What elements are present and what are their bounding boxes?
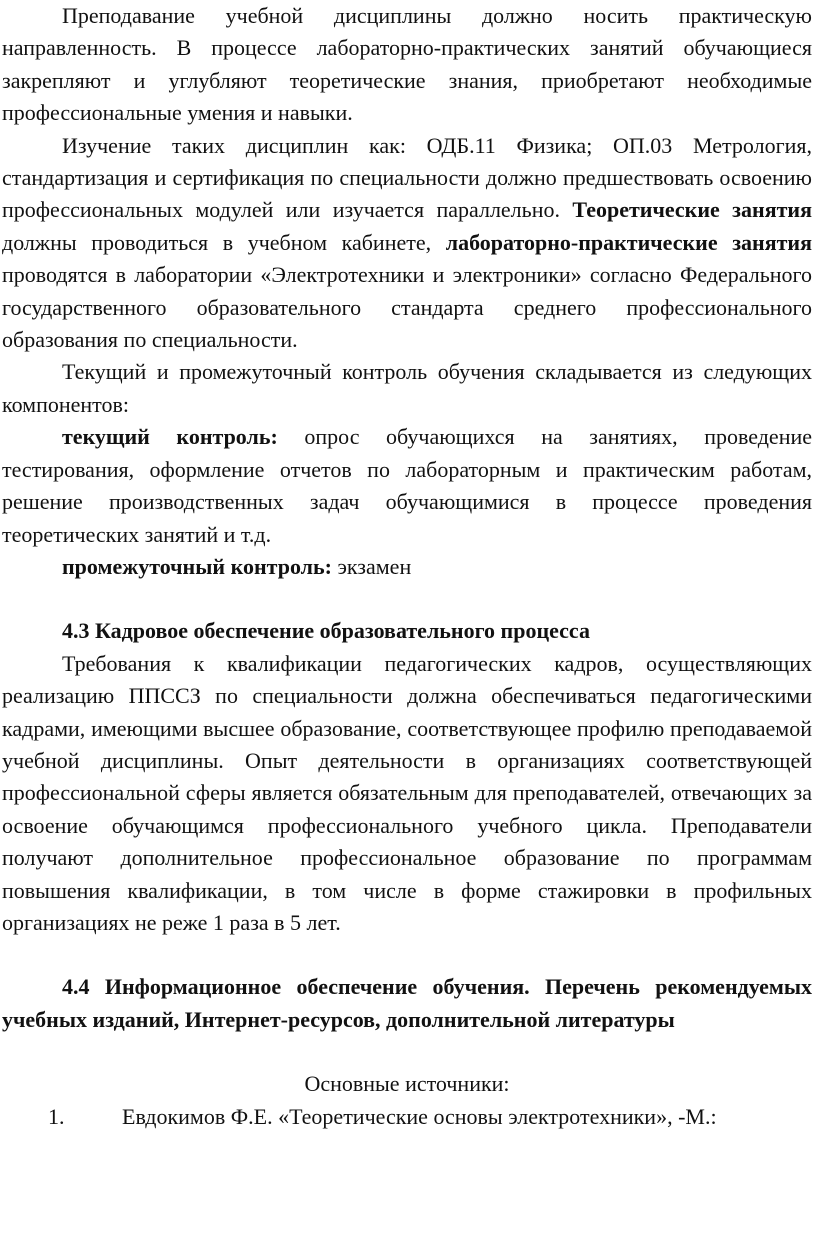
paragraph-staffing: Требования к квалификации педагогических кадров, осуществляющих реализацию ППССЗ по специальности должна обеспечиваться педагогическими кадрами, имеющими высшее образование, соответствующее профилю преподаваемой учебной дисциплины. Опыт деятельности в организациях соответствующей профессиональной сферы является обязательным для преподавателей, отвечающих за освоение обучающимся профессионального учебного цикла. Преподаватели получают дополнительное профессиональное образование по программам повышения квалификации, в том числе в форме стажировки в профильных организациях не реже 1 раза в 5 лет.: [2, 650, 812, 935]
bold-term-intermediate-control: промежуточный контроль:: [62, 553, 332, 579]
paragraph-text: Изучение таких дисциплин как: ОДБ.11 Физика; ОП.03 Метрология, стандартизация и сертификация по специальности должно предшествовать освоению профессиональных модулей или изучается параллельно.: [2, 132, 812, 223]
section-heading-4-3: 4.3 Кадровое обеспечение образовательного процесса: [62, 618, 590, 644]
bold-term-lab-classes: лабораторно-практические занятия: [445, 229, 813, 255]
spacer: [2, 939, 812, 971]
paragraph-text: должны проводиться в учебном кабинете,: [2, 229, 446, 255]
list-item-number: 1.: [48, 1103, 65, 1129]
paragraph-disciplines-study: [2, 130, 812, 357]
paragraph-intermediate-control: [2, 551, 812, 583]
paragraph-text: опрос обучающихся на занятиях, проведение тестирования, оформление отчетов по лабораторным и практическим работам, решение производственных задач обучающимися в процессе проведения теоретических занятий и т.д.: [2, 424, 813, 547]
paragraph-control-intro: Текущий и промежуточный контроль обучения складывается из следующих компонентов:: [2, 359, 812, 417]
spacer: [2, 583, 812, 615]
list-item: [2, 1101, 812, 1133]
spacer: [2, 1036, 812, 1068]
paragraph-current-control: [2, 421, 812, 551]
bold-term-current-control: текущий контроль:: [62, 424, 278, 450]
list-item-text: Евдокимов Ф.Е. «Теоретические основы электротехники», -М.:: [122, 1103, 717, 1129]
paragraph-text: экзамен: [331, 553, 412, 579]
paragraph-text: проводятся в лаборатории «Электротехники и электроники» согласно Федерального государственного образовательного стандарта среднего профессионального образования по специальности.: [2, 262, 812, 353]
paragraph-teaching-orientation: Преподавание учебной дисциплины должно носить практическую направленность. В процессе лабораторно-практических занятий обучающиеся закрепляют и углубляют теоретические знания, приобретают необходимые профессиональные умения и навыки.: [2, 3, 812, 126]
sources-title: Основные источники:: [304, 1071, 510, 1097]
section-heading-4-4: 4.4 Информационное обеспечение обучения. Перечень рекомендуемых учебных изданий, Интернет-ресурсов, дополнительной литературы: [2, 974, 812, 1032]
bold-term-theory-classes: Теоретические занятия: [572, 197, 812, 223]
